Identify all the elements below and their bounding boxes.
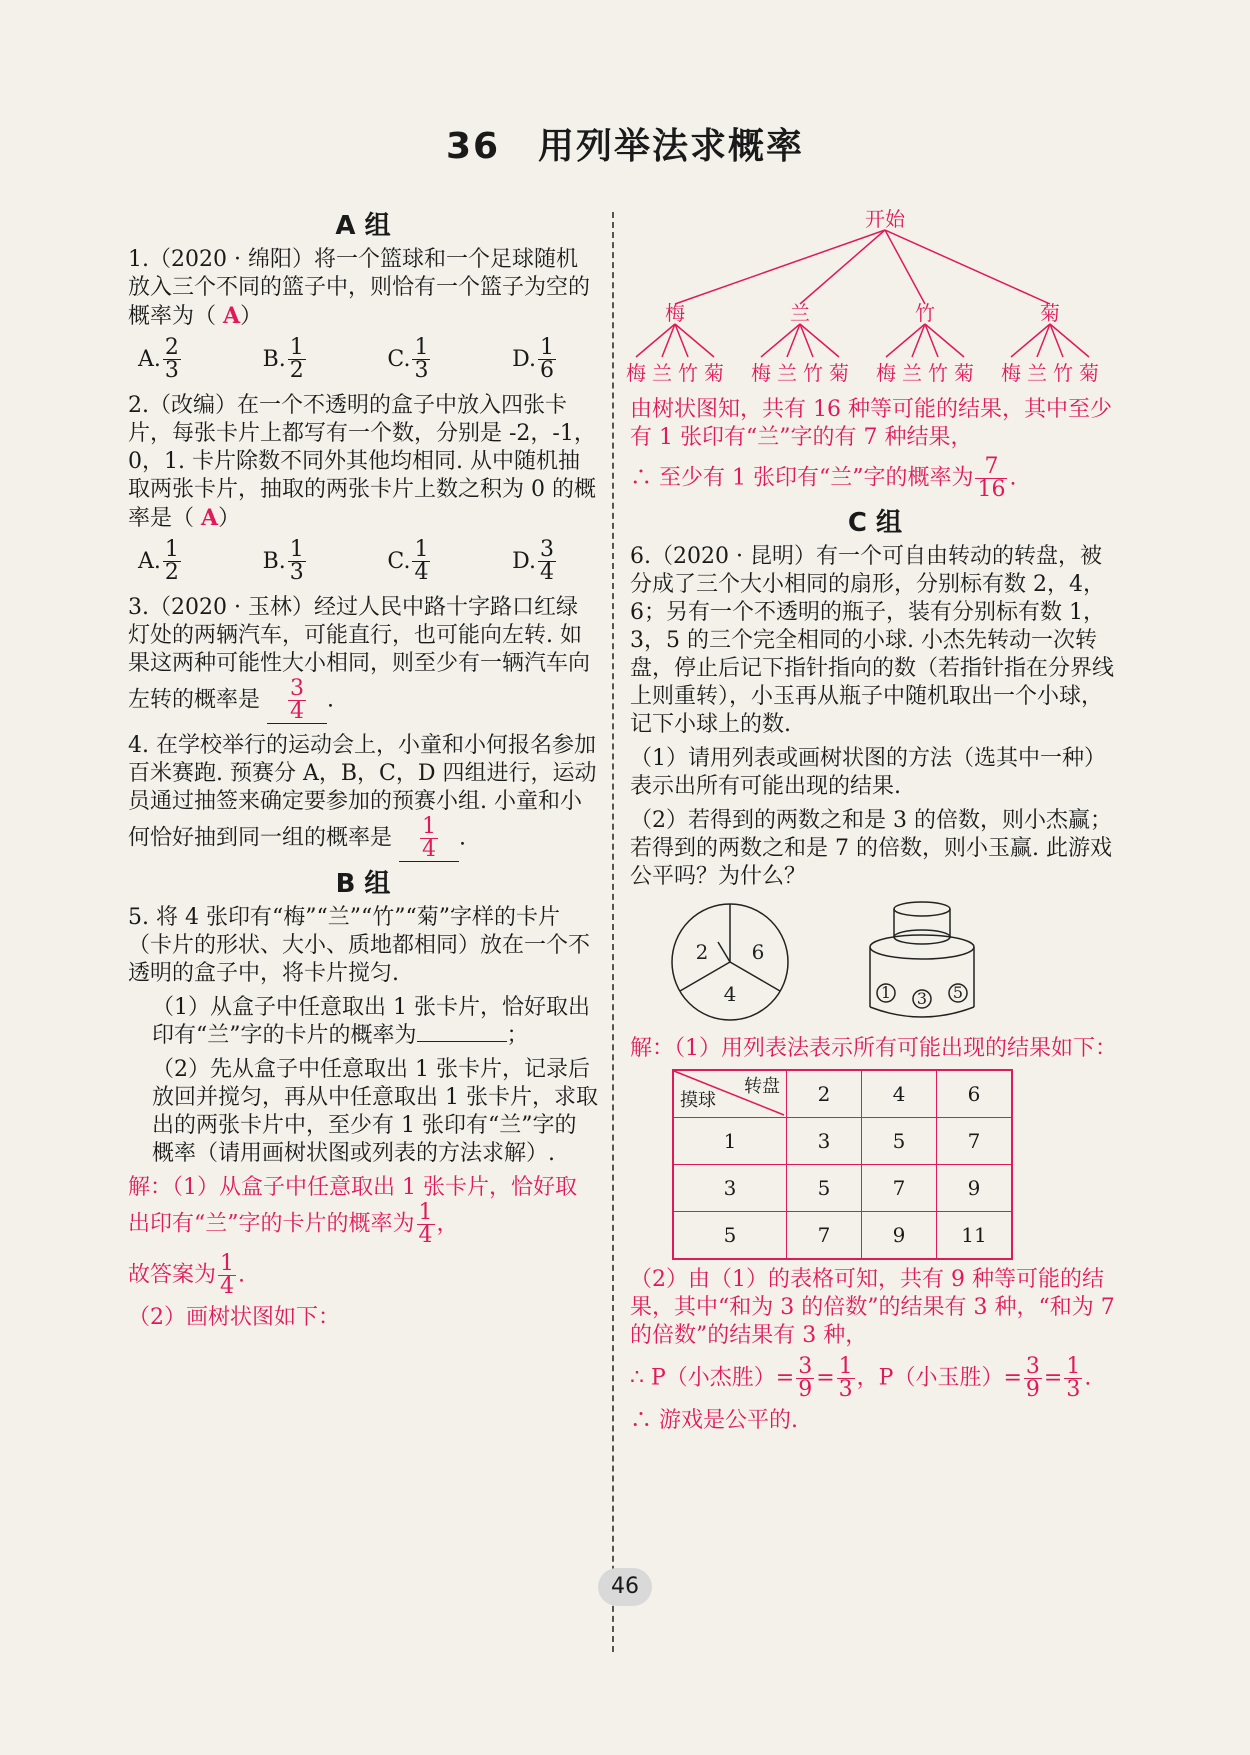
table-corner bbox=[673, 1070, 787, 1118]
group-c-heading: C 组 bbox=[847, 508, 903, 538]
question-1 bbox=[128, 246, 598, 382]
numerator: 3 bbox=[798, 1354, 813, 1379]
option-b bbox=[263, 337, 308, 382]
question-5-part-1 bbox=[128, 994, 598, 1050]
question-2-options bbox=[138, 539, 558, 584]
question-2 bbox=[128, 392, 598, 584]
table-row-label: 1 bbox=[673, 1118, 787, 1165]
tree-leaf: 竹 bbox=[928, 361, 948, 385]
fraction bbox=[163, 337, 181, 382]
tree-root: 开始 bbox=[865, 207, 905, 231]
denominator: 3 bbox=[838, 1377, 853, 1402]
question-3-stem: 3.（2020 · 玉林）经过人民中路十字路口红绿灯处的两辆汽车，可能直行，也可能向左转. 如果这两种可能性大小相同，则至少有一辆汽车向左转的概率是 bbox=[128, 595, 591, 713]
tree-branches bbox=[636, 230, 1089, 357]
option-b bbox=[263, 539, 308, 584]
tree-solution-line-1: 由树状图知，共有 16 种等可能的结果，其中至少有 1 张印有“兰”字的有 7 种结果， bbox=[630, 397, 1112, 450]
table-row bbox=[673, 1212, 1012, 1260]
table-cell: 7 bbox=[937, 1118, 1013, 1165]
denominator: 3 bbox=[1066, 1377, 1081, 1402]
fraction bbox=[975, 456, 1007, 501]
table-header-cell: 6 bbox=[937, 1070, 1013, 1118]
question-5-solution-2: （2）画树状图如下： bbox=[128, 1305, 340, 1330]
numerator: 1 bbox=[1066, 1354, 1081, 1379]
denominator: 4 bbox=[220, 1274, 235, 1299]
fraction bbox=[538, 539, 556, 584]
option-c bbox=[387, 337, 432, 382]
numerator: 1 bbox=[164, 537, 179, 562]
tree-l1-orchid: 兰 bbox=[790, 301, 810, 325]
question-1-options bbox=[138, 337, 558, 382]
question-1-text bbox=[128, 246, 598, 331]
option-c bbox=[387, 539, 432, 584]
table-cell: 9 bbox=[937, 1165, 1013, 1212]
numerator: 1 bbox=[289, 335, 304, 360]
tree-leaf: 菊 bbox=[954, 361, 974, 385]
denominator: 4 bbox=[422, 837, 437, 862]
option-a bbox=[138, 337, 183, 382]
equals-sign: = bbox=[816, 1365, 835, 1391]
spinner-number: 2 bbox=[695, 940, 709, 964]
tree-leaf: 竹 bbox=[803, 361, 823, 385]
question-6-part-2: （2）若得到的两数之和是 3 的倍数，则小杰赢；若得到的两数之和是 7 的倍数，则小玉赢. 此游戏公平吗？为什么？ bbox=[630, 808, 1112, 889]
question-5-part-1-end: ； bbox=[506, 1023, 529, 1048]
question-1-close: ） bbox=[240, 304, 263, 329]
fraction bbox=[1024, 1356, 1042, 1401]
numerator: 1 bbox=[414, 537, 429, 562]
question-4-text bbox=[128, 732, 598, 862]
tree-l1-plum: 梅 bbox=[665, 301, 685, 325]
fraction bbox=[837, 1356, 855, 1401]
left-column bbox=[128, 212, 598, 1340]
table-cell: 7 bbox=[787, 1212, 862, 1260]
fraction bbox=[412, 337, 430, 382]
tree-leaf: 兰 bbox=[777, 361, 797, 385]
prob-xiaojie-label: ∴ P（小杰胜）= bbox=[630, 1365, 795, 1391]
denominator: 3 bbox=[289, 560, 304, 585]
question-5 bbox=[128, 904, 598, 1332]
spinner-number: 4 bbox=[723, 982, 737, 1006]
table-row-label: 5 bbox=[673, 1212, 787, 1260]
solution-text: 解：（1）从盒子中任意取出 1 张卡片，恰好取出印有“兰”字的卡片的概率为 bbox=[128, 1175, 577, 1237]
fraction bbox=[417, 1202, 435, 1247]
page-title: 36 用列举法求概率 bbox=[445, 126, 805, 167]
numerator: 1 bbox=[838, 1354, 853, 1379]
option-d bbox=[512, 337, 558, 382]
option-d bbox=[512, 539, 558, 584]
denominator: 9 bbox=[798, 1377, 813, 1402]
solution-end: . bbox=[1009, 465, 1017, 491]
option-label: C. bbox=[387, 346, 411, 372]
numerator: 3 bbox=[1025, 1354, 1040, 1379]
numerator: 1 bbox=[414, 335, 429, 360]
question-6-stem: 6.（2020 · 昆明）有一个可自由转动的转盘，被分成了三个大小相同的扇形，分别标有数 2，4，6；另有一个不透明的瓶子，装有分别标有数 1，3，5 的三个完全相同的小球. 小杰先转动一次转盘，停止后记下指针指向的数（若指针指在分界线上则重转），小玉再从瓶子中随机取出一个小球，记下小球上的数. bbox=[630, 544, 1115, 737]
table-row bbox=[673, 1165, 1012, 1212]
tree-leaf: 兰 bbox=[652, 361, 672, 385]
tree-leaf: 兰 bbox=[1027, 361, 1047, 385]
question-3-end: . bbox=[327, 687, 335, 713]
question-4-answer-blank bbox=[399, 816, 459, 862]
prob-end: . bbox=[1084, 1365, 1092, 1391]
question-6-solution-intro: 解：（1）用列表法表示所有可能出现的结果如下： bbox=[630, 1036, 1117, 1061]
question-4 bbox=[128, 732, 598, 862]
table-cell: 7 bbox=[862, 1165, 937, 1212]
pointer-icon bbox=[718, 942, 730, 962]
tree-leaf: 梅 bbox=[626, 361, 646, 385]
fraction bbox=[1064, 1356, 1082, 1401]
tree-l1-bamboo: 竹 bbox=[915, 301, 935, 325]
solution-end: . bbox=[238, 1262, 246, 1288]
option-label: A. bbox=[138, 548, 161, 574]
table-row bbox=[673, 1070, 1012, 1118]
table-row-label: 3 bbox=[673, 1165, 787, 1212]
table-header-cell: 4 bbox=[862, 1070, 937, 1118]
fraction bbox=[288, 539, 306, 584]
denominator: 9 bbox=[1025, 1377, 1040, 1402]
fraction bbox=[412, 539, 430, 584]
corner-bottom-label: 摸球 bbox=[680, 1090, 716, 1111]
ball-number: 3 bbox=[916, 989, 928, 1008]
denominator: 4 bbox=[539, 560, 554, 585]
prob-xiaoyu-label: ，P（小玉胜）= bbox=[856, 1365, 1022, 1391]
tree-leaf: 梅 bbox=[876, 361, 896, 385]
table-cell: 11 bbox=[937, 1212, 1013, 1260]
corner-top-label: 转盘 bbox=[744, 1076, 780, 1097]
denominator: 2 bbox=[164, 560, 179, 585]
table-cell: 5 bbox=[787, 1165, 862, 1212]
numerator: 1 bbox=[289, 537, 304, 562]
option-label: B. bbox=[262, 346, 286, 372]
tree-diagram bbox=[626, 207, 1120, 388]
solution-text: ∴ 至少有 1 张印有“兰”字的概率为 bbox=[630, 465, 974, 491]
question-3-answer-blank bbox=[267, 678, 327, 724]
numerator: 2 bbox=[164, 335, 179, 360]
fraction bbox=[288, 678, 306, 723]
option-label: D. bbox=[512, 346, 536, 372]
group-b-heading: B 组 bbox=[335, 869, 391, 899]
tree-leaf: 梅 bbox=[1001, 361, 1021, 385]
question-2-stem: 2.（改编）在一个不透明的盒子中放入四张卡片，每张卡片上都写有一个数，分别是 -2，-1，0，1. 卡片除数不同外其他均相同. 从中随机抽取两张卡片，抽取的两张卡片上数之积为 0 的概率是（ bbox=[128, 393, 596, 531]
spinner-and-bottle-figure bbox=[630, 897, 1120, 1027]
question-2-answer: A bbox=[201, 505, 219, 531]
fraction bbox=[420, 816, 438, 861]
table-header-cell: 2 bbox=[787, 1070, 862, 1118]
question-4-end: . bbox=[459, 825, 467, 851]
result-table bbox=[672, 1069, 1013, 1260]
question-5-part-1-blank bbox=[417, 1041, 507, 1042]
solution-end: ， bbox=[436, 1211, 459, 1237]
question-6 bbox=[630, 543, 1120, 1435]
page-number: 46 bbox=[598, 1568, 652, 1606]
tree-leaf: 竹 bbox=[1053, 361, 1073, 385]
denominator: 4 bbox=[290, 699, 305, 724]
numerator: 3 bbox=[539, 537, 554, 562]
tree-leaf: 菊 bbox=[1079, 361, 1099, 385]
denominator: 2 bbox=[289, 358, 304, 383]
numerator: 7 bbox=[975, 456, 1007, 479]
question-3 bbox=[128, 594, 598, 724]
denominator: 3 bbox=[164, 358, 179, 383]
spinner-divider bbox=[730, 962, 780, 991]
tree-leaf: 竹 bbox=[678, 361, 698, 385]
numerator: 1 bbox=[539, 335, 554, 360]
tree-leaf: 兰 bbox=[902, 361, 922, 385]
solution-text: 故答案为 bbox=[128, 1262, 217, 1288]
spinner-number: 6 bbox=[751, 940, 765, 964]
numerator: 1 bbox=[418, 1200, 433, 1225]
question-2-close: ） bbox=[218, 506, 241, 531]
fraction bbox=[163, 539, 181, 584]
question-4-stem: 4. 在学校举行的运动会上，小童和小何报名参加百米赛跑. 预赛分 A，B，C，D 四组进行，运动员通过抽签来确定要参加的预赛小组. 小童和小何恰好抽到同一组的概率是 bbox=[128, 733, 597, 851]
tree-l1-chrysanthemum: 菊 bbox=[1040, 301, 1060, 325]
tree-leaf: 菊 bbox=[704, 361, 724, 385]
group-a-heading: A 组 bbox=[335, 211, 391, 241]
denominator: 4 bbox=[414, 560, 429, 585]
column-divider bbox=[612, 212, 614, 1652]
question-5-solution-1b bbox=[128, 1253, 598, 1298]
option-label: C. bbox=[387, 548, 411, 574]
option-label: A. bbox=[138, 346, 161, 372]
tree-solution-line-2 bbox=[630, 456, 1120, 501]
equals-sign: = bbox=[1043, 1365, 1063, 1391]
numerator: 3 bbox=[290, 676, 305, 701]
option-label: B. bbox=[262, 548, 286, 574]
fraction bbox=[796, 1356, 814, 1401]
option-a bbox=[138, 539, 183, 584]
question-5-solution-1 bbox=[128, 1174, 598, 1247]
spinner bbox=[672, 904, 788, 1020]
question-5-part-2: （2）先从盒子中任意取出 1 张卡片，记录后放回并搅匀，再从中任意取出 1 张卡片，求取出的两张卡片中，至少有 1 张印有“兰”字的概率（请用画树状图或列表的方法求解）. bbox=[152, 1057, 598, 1166]
question-5-stem: 5. 将 4 张印有“梅”“兰”“竹”“菊”字样的卡片（卡片的形状、大小、质地都相同）放在一个不透明的盒子中，将卡片搅匀. bbox=[128, 905, 591, 986]
fraction bbox=[538, 337, 556, 382]
numerator: 1 bbox=[422, 814, 437, 839]
question-6-solution-2: （2）由（1）的表格可知，共有 9 种等可能的结果，其中“和为 3 的倍数”的结果有 3 种，“和为 7 的倍数”的结果有 3 种， bbox=[630, 1267, 1115, 1348]
table-row bbox=[673, 1118, 1012, 1165]
question-1-answer: A bbox=[223, 303, 241, 329]
spinner-divider bbox=[680, 962, 730, 991]
ball-number: 5 bbox=[952, 983, 964, 1002]
fraction bbox=[218, 1253, 236, 1298]
question-2-text bbox=[128, 392, 598, 533]
tree-leaf: 梅 bbox=[751, 361, 771, 385]
denominator: 4 bbox=[418, 1223, 433, 1248]
numerator: 1 bbox=[220, 1251, 235, 1276]
question-6-conclusion: ∴ 游戏是公平的. bbox=[630, 1408, 798, 1433]
ball-number: 1 bbox=[880, 983, 892, 1002]
denominator: 6 bbox=[539, 358, 554, 383]
question-6-part-1: （1）请用列表或画树状图的方法（选其中一种）表示出所有可能出现的结果. bbox=[630, 746, 1106, 799]
option-label: D. bbox=[512, 548, 536, 574]
table-cell: 5 bbox=[862, 1118, 937, 1165]
question-3-text bbox=[128, 594, 598, 724]
question-1-stem: 1.（2020 · 绵阳）将一个篮球和一个足球随机放入三个不同的篮子中，则恰有一个篮子为空的概率为（ bbox=[128, 247, 591, 329]
fraction bbox=[288, 337, 306, 382]
denominator: 16 bbox=[977, 477, 1006, 502]
table-cell: 9 bbox=[862, 1212, 937, 1260]
table-cell: 3 bbox=[787, 1118, 862, 1165]
question-6-probabilities bbox=[630, 1356, 1120, 1401]
denominator: 3 bbox=[414, 358, 429, 383]
question-5-part-1-text: （1）从盒子中任意取出 1 张卡片，恰好取出印有“兰”字的卡片的概率为 bbox=[152, 995, 590, 1048]
tree-leaf: 菊 bbox=[829, 361, 849, 385]
right-column bbox=[626, 207, 1120, 1443]
